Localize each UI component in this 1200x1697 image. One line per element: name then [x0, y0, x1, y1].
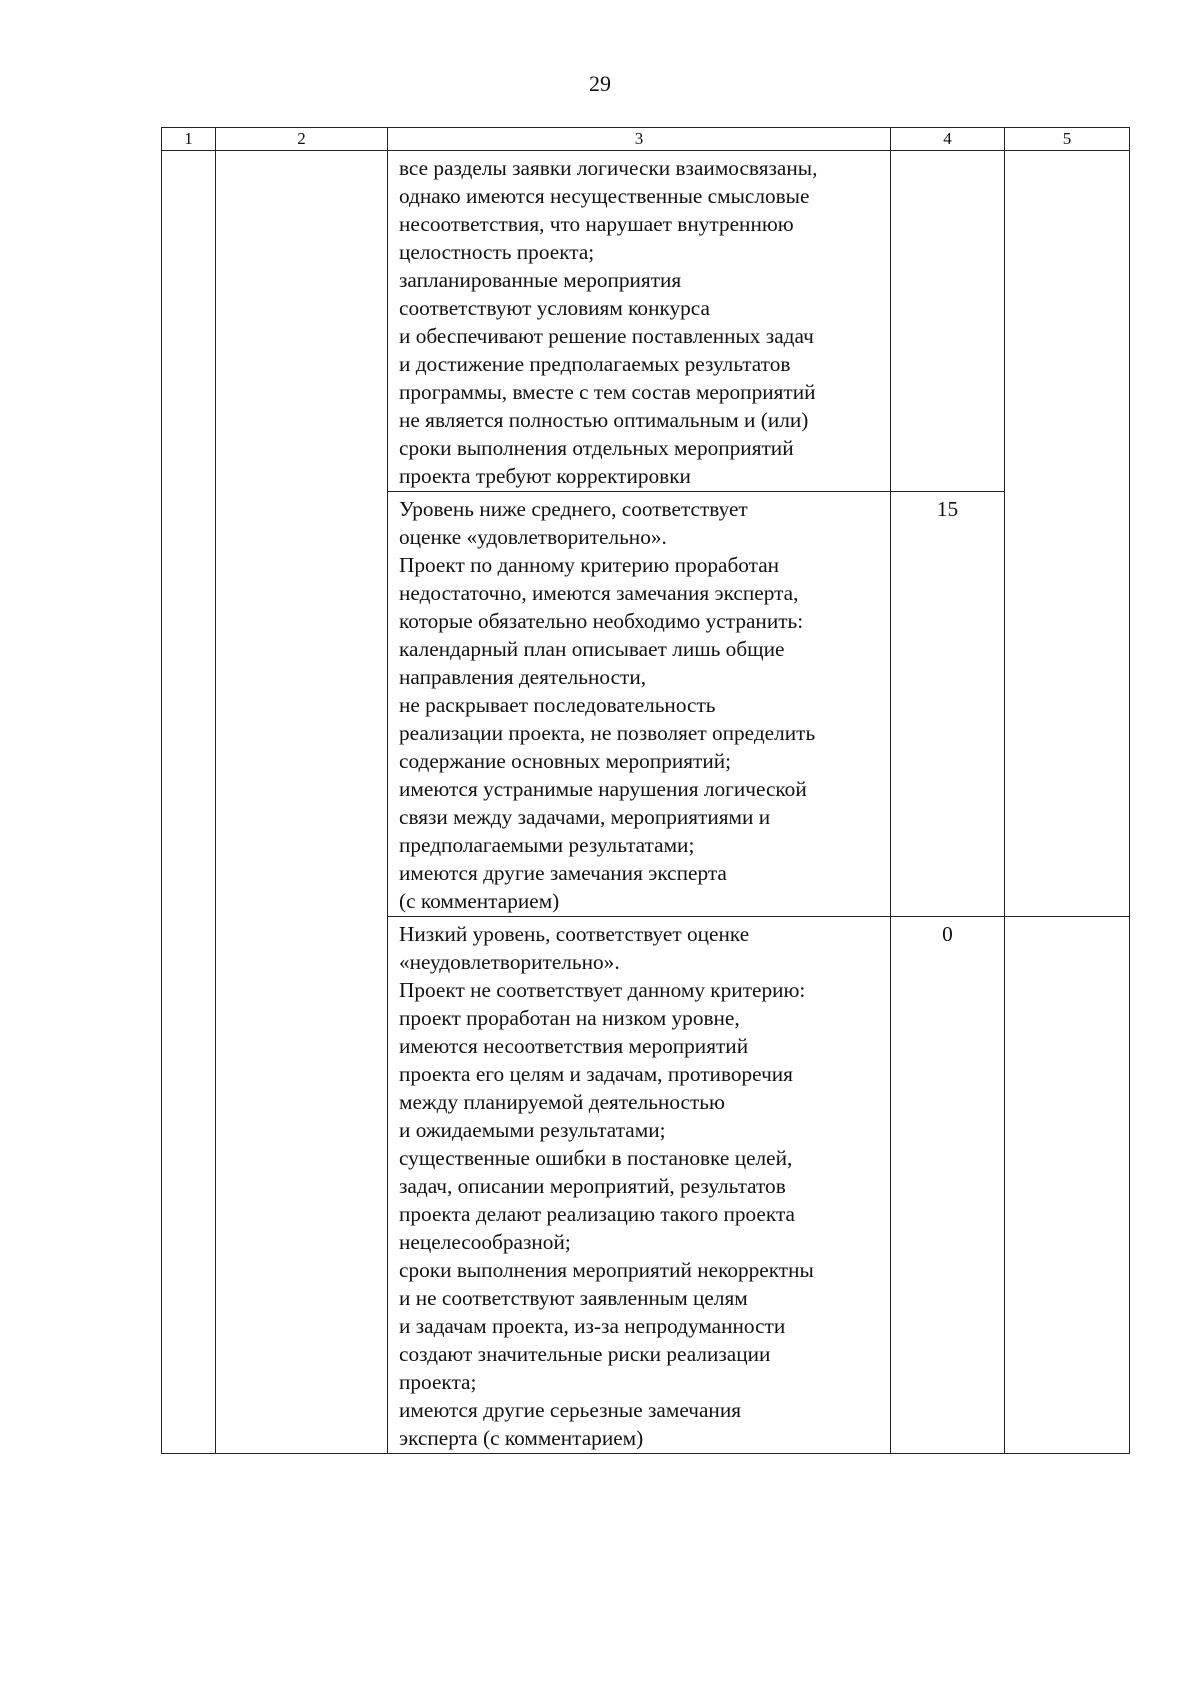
description-line: несоответствия, что нарушает внутреннюю: [399, 212, 794, 236]
description-line: Уровень ниже среднего, соответствует: [399, 497, 748, 521]
column-number-5: 5: [1005, 128, 1130, 151]
description-line: имеются другие серьезные замечания: [399, 1398, 742, 1422]
description-line: существенные ошибки в постановке целей,: [399, 1146, 793, 1170]
column-5-cell: [1005, 917, 1130, 1454]
description-line: проекта требуют корректировки: [399, 464, 691, 488]
description-line: которые обязательно необходимо устранить:: [399, 609, 804, 633]
column-2-cell: [216, 151, 388, 1454]
description-line: сроки выполнения мероприятий некорректны: [399, 1258, 814, 1282]
description-line: реализации проекта, не позволяет определить: [399, 721, 816, 745]
column-number-row: [162, 128, 1130, 151]
description-line: сроки выполнения отдельных мероприятий: [399, 436, 794, 460]
description-line: и достижение предполагаемых результатов: [399, 352, 791, 376]
description-line: Проект по данному критерию проработан: [399, 553, 780, 577]
description-line: (с комментарием): [399, 889, 560, 913]
description-line: проекта его целям и задачам, противоречия: [399, 1062, 793, 1086]
description-line: Низкий уровень, соответствует оценке: [399, 922, 750, 946]
description-line: программы, вместе с тем состав мероприятий: [399, 380, 816, 404]
column-1-cell: [162, 151, 216, 1454]
description-line: связи между задачами, мероприятиями и: [399, 805, 771, 829]
description-line: эксперта (с комментарием): [399, 1426, 644, 1450]
description-line: задач, описании мероприятий, результатов: [399, 1174, 786, 1198]
table-row: [162, 151, 1130, 492]
criterion-description: [388, 917, 891, 1454]
column-number-3: 3: [388, 128, 891, 151]
description-line: соответствуют условиям конкурса: [399, 296, 710, 320]
criterion-description: [388, 151, 891, 492]
description-line: имеются другие замечания эксперта: [399, 861, 727, 885]
column-number-1: 1: [162, 128, 216, 151]
description-line: оценке «удовлетворительно».: [399, 525, 667, 549]
score-cell: 15: [891, 492, 1005, 917]
score-cell: 0: [891, 917, 1005, 1454]
criterion-description: [388, 492, 891, 917]
description-line: имеются устранимые нарушения логической: [399, 777, 807, 801]
score-cell: [891, 151, 1005, 492]
description-line: не является полностью оптимальным и (или): [399, 408, 809, 432]
description-line: все разделы заявки логически взаимосвязаны,: [399, 156, 818, 180]
page-number: 29: [589, 71, 611, 96]
description-line: целостность проекта;: [399, 240, 595, 264]
description-line: и ожидаемыми результатами;: [399, 1118, 666, 1142]
description-line: проект проработан на низком уровне,: [399, 1006, 740, 1030]
column-number-2: 2: [216, 128, 388, 151]
description-line: содержание основных мероприятий;: [399, 749, 732, 773]
description-line: запланированные мероприятия: [399, 268, 682, 292]
description-line: предполагаемыми результатами;: [399, 833, 695, 857]
description-line: нецелесообразной;: [399, 1230, 571, 1254]
description-line: однако имеются несущественные смысловые: [399, 184, 810, 208]
column-number-4: 4: [891, 128, 1005, 151]
description-line: и не соответствуют заявленным целям: [399, 1286, 748, 1310]
description-line: создают значительные риски реализации: [399, 1342, 771, 1366]
column-5-cell: [1005, 492, 1130, 917]
description-line: и задачам проекта, из-за непродуманности: [399, 1314, 786, 1338]
description-line: календарный план описывает лишь общие: [399, 637, 785, 661]
column-5-cell: [1005, 151, 1130, 492]
description-line: недостаточно, имеются замечания эксперта,: [399, 581, 799, 605]
description-line: направления деятельности,: [399, 665, 647, 689]
description-line: «неудовлетворительно».: [399, 950, 620, 974]
description-line: имеются несоответствия мероприятий: [399, 1034, 749, 1058]
description-line: и обеспечивают решение поставленных задач: [399, 324, 814, 348]
description-line: не раскрывает последовательность: [399, 693, 716, 717]
description-line: проекта;: [399, 1370, 477, 1394]
description-line: между планируемой деятельностью: [399, 1090, 725, 1114]
criteria-table: [161, 127, 1130, 1454]
description-line: проекта делают реализацию такого проекта: [399, 1202, 795, 1226]
description-line: Проект не соответствует данному критерию:: [399, 978, 806, 1002]
